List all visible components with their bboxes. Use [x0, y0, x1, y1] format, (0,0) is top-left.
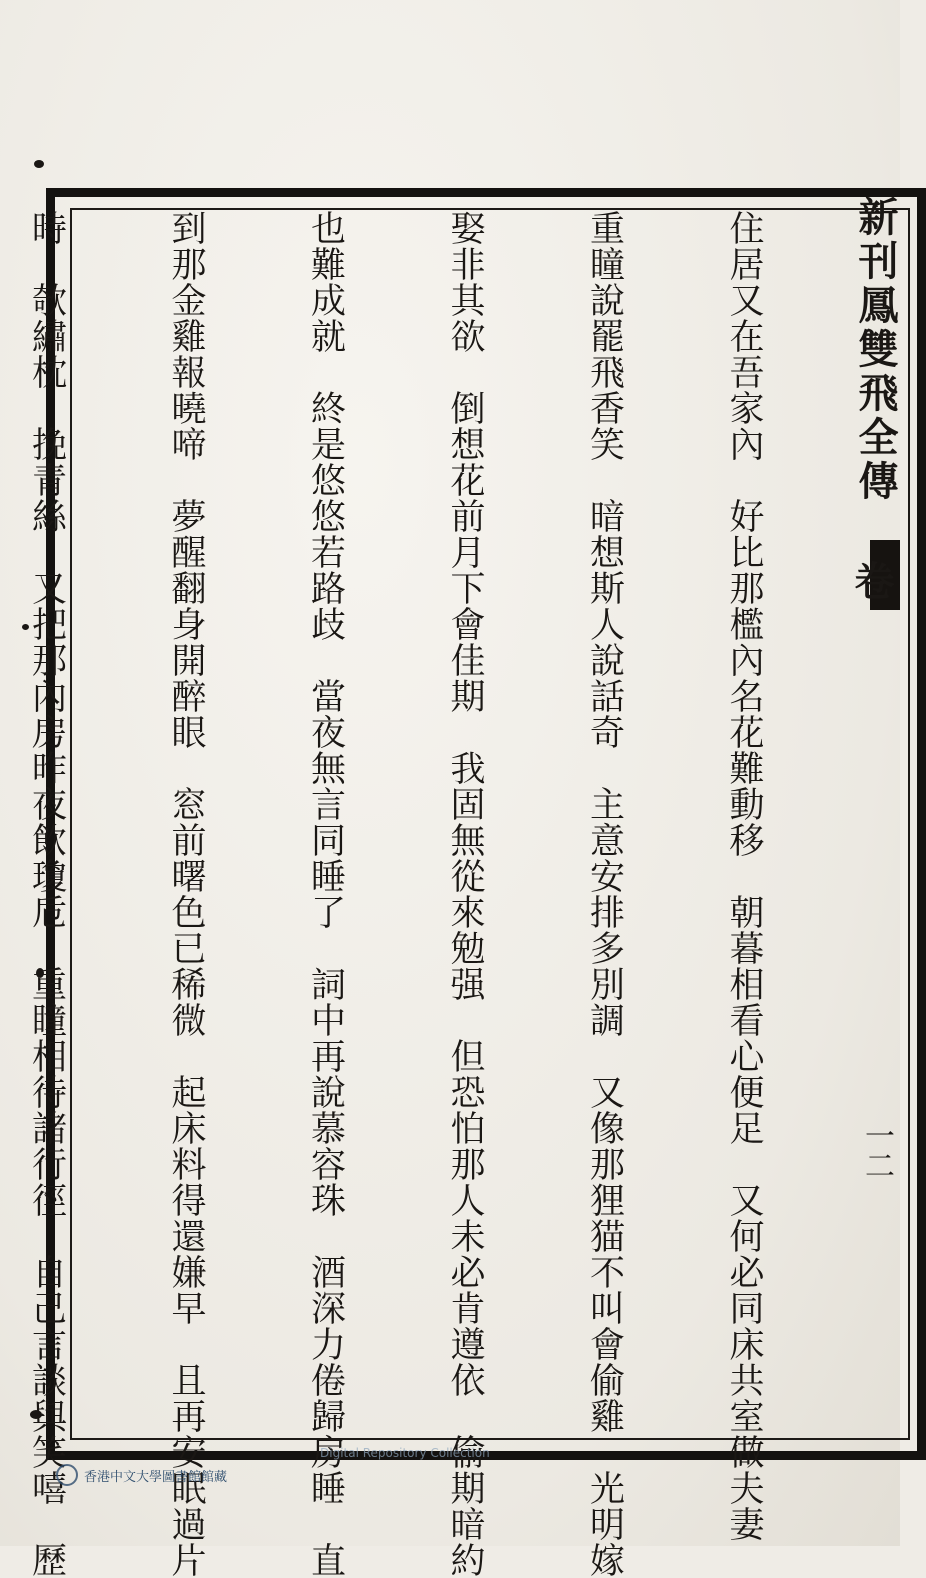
folio-number: 一二 [859, 1120, 894, 1180]
library-stamp [56, 1464, 276, 1486]
book-title: 新刊鳳雙飛全傳 [852, 196, 899, 504]
text-column: 也難成就 終是悠悠若路歧 當夜無言同睡了 詞中再說慕容珠 酒深力倦歸房睡 直 [305, 210, 346, 1578]
text-column: 住居又在吾家內 好比那檻內名花難動移 朝暮相看心便足 又何必同床共室做夫妻 [724, 210, 764, 1542]
library-stamp-text: 香港中文大學圖書館館藏 [84, 1469, 228, 1485]
text-column: 時 欹繡枕 挽青絲 又把那內房昨夜飲瓊卮 重瞳相待諸行徑 自己言談與笑嘻 歷 [26, 210, 67, 1578]
library-seal-icon [56, 1464, 78, 1486]
watermark-text: Digital Repository Collection [320, 1446, 490, 1460]
ink-speck [34, 160, 44, 168]
text-column: 重瞳說罷飛香笑 暗想斯人說話奇 主意安排多別調 又像那狸猫不叫會偷雞 光明嫁 [584, 210, 625, 1578]
volume-label: 卷 [848, 560, 895, 600]
text-column: 娶非其欲 倒想花前月下會佳期 我固無從來勉强 但恐怕那人未必肯遵依 偷期暗約 [445, 210, 485, 1578]
text-column: 到那金雞報曉啼 夢醒翻身開醉眼 窓前曙色已稀微 起床料得還嫌早 且再安眠過片 [166, 210, 206, 1578]
